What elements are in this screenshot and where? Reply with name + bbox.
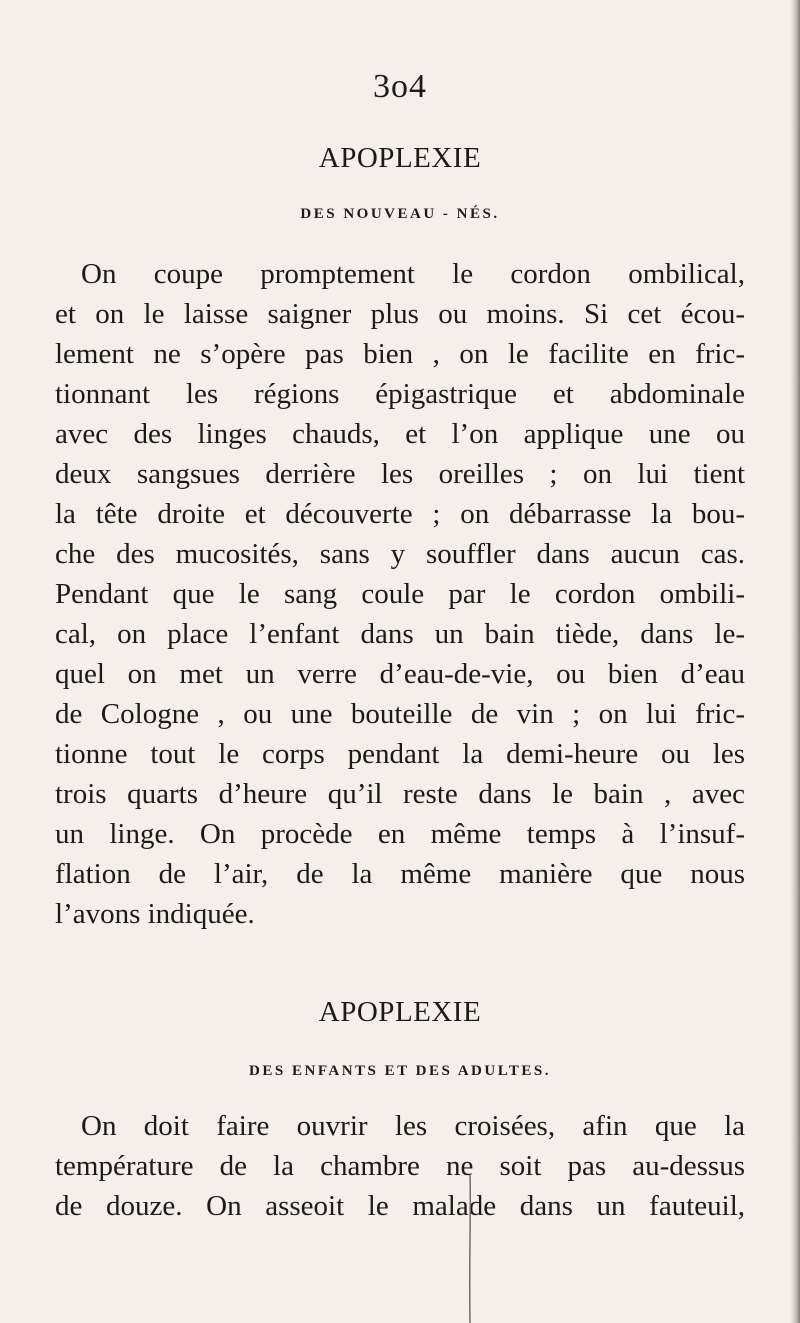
text-line: un linge. On procède en même temps à l’insuf- [55,818,745,850]
text-line: lement ne s’opère pas bien , on le facilite en fric- [55,338,745,370]
text-line: trois quarts d’heure qu’il reste dans le bain , avec [55,778,745,810]
text-line: On doit faire ouvrir les croisées, afin que la [81,1110,745,1142]
text-line: l’avons indiquée. [55,898,255,930]
text-line: tionne tout le corps pendant la demi-heure ou les [55,738,745,770]
text-line: quel on met un verre d’eau-de-vie, ou bien d’eau [55,658,745,690]
text-line: Pendant que le sang coule par le cordon ombili- [55,578,745,610]
section-subtitle-adults: DES ENFANTS ET DES ADULTES. [249,1063,551,1079]
page-number: 3o4 [373,68,427,105]
text-line: et on le laisse saigner plus ou moins. Si cet écou- [55,298,745,330]
pen-stroke-mark [467,1175,473,1323]
section-title-newborns: APOPLEXIE [318,142,482,174]
text-line: avec des linges chauds, et l’on applique une ou [55,418,745,450]
text-line: che des mucosités, sans y souffler dans aucun cas. [55,538,745,570]
text-line: On coupe promptement le cordon ombilical, [81,258,745,290]
text-line: deux sangsues derrière les oreilles ; on lui tient [55,458,745,490]
page-edge-shadow [790,0,800,1323]
text-line: de Cologne , ou une bouteille de vin ; on lui fric- [55,698,745,730]
text-line: tionnant les régions épigastrique et abdominale [55,378,745,410]
section-subtitle-newborns: DES NOUVEAU - NÉS. [300,206,500,222]
text-line: température de la chambre ne soit pas au-dessus [55,1150,745,1182]
text-line: flation de l’air, de la même manière que nous [55,858,745,890]
section-title-adults: APOPLEXIE [318,996,482,1028]
text-line: de douze. On asseoit le malade dans un fauteuil, [55,1190,745,1222]
text-line: la tête droite et découverte ; on débarrasse la bou- [55,498,745,530]
text-line: cal, on place l’enfant dans un bain tiède, dans le- [55,618,745,650]
